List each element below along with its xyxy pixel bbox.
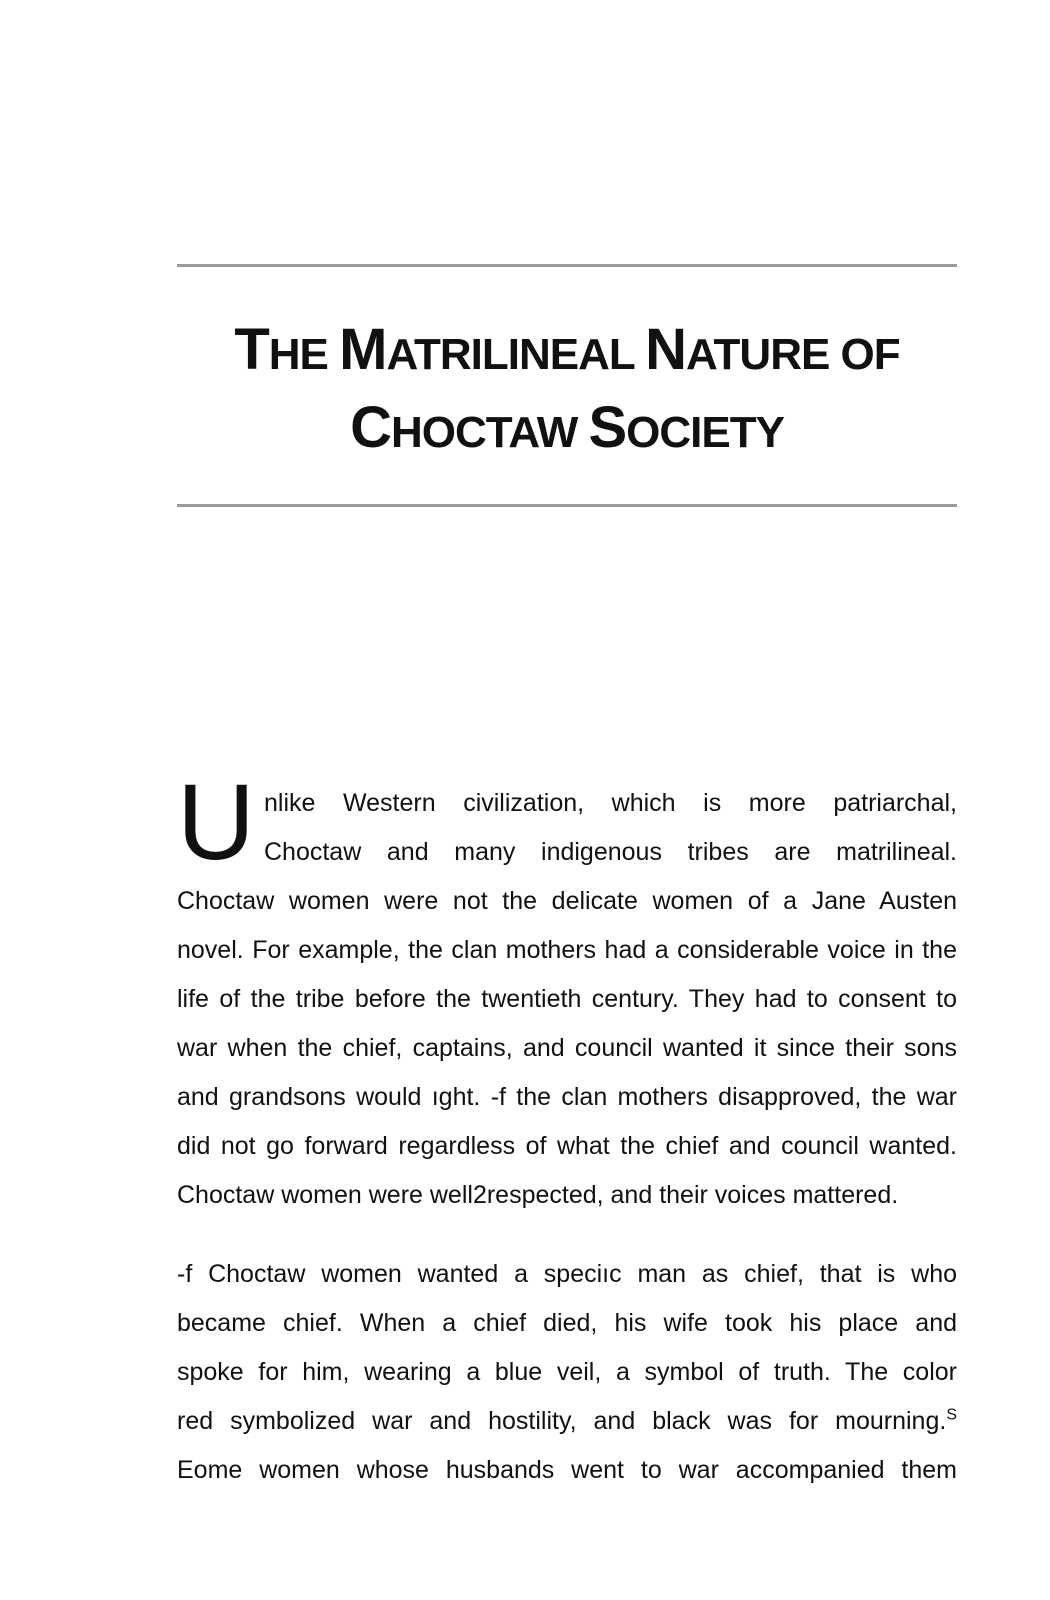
text-line (177, 1397, 957, 1446)
title-fragment: HOCTAW (390, 408, 589, 457)
text-line: Choctaw and many indigenous tribes are matrilineal. (264, 838, 957, 866)
paragraph-2 (177, 1250, 957, 1495)
title-fragment: ATURE OF (686, 330, 900, 379)
title-fragment: ATRILINEAL (386, 330, 646, 379)
text-line: did not go forward regardless of what the chief and council wanted. (177, 1132, 957, 1160)
title-fragment: T (234, 317, 269, 382)
text-line: and grandsons would ıght. -f the clan mothers disapproved, the war (177, 1083, 957, 1111)
title-fragment: M (339, 317, 387, 382)
text-line: spoke for him, wearing a blue veil, a symbol of truth. The color (177, 1358, 957, 1386)
paragraph-1 (177, 779, 957, 1220)
text-line: Choctaw women were not the delicate women of a Jane Austen (177, 887, 957, 915)
footnote-marker[interactable]: S (946, 1406, 957, 1424)
title-fragment: C (350, 395, 391, 460)
text-line: war when the chief, captains, and council wanted it since their sons (177, 1034, 957, 1062)
text-line: Choctaw women were well2respected, and their voices mattered. (177, 1181, 899, 1209)
chapter-title-line-2 (177, 394, 957, 461)
bottom-rule (177, 504, 957, 507)
text-line: became chief. When a chief died, his wife took his place and (177, 1309, 957, 1337)
chapter-title-line-1 (177, 316, 957, 383)
text-line-content: red symbolized war and hostility, and black was for mourning. (177, 1407, 947, 1435)
text-line: novel. For example, the clan mothers had a considerable voice in the (177, 936, 957, 964)
title-fragment: HE (268, 330, 340, 379)
title-fragment: OCIETY (626, 408, 784, 457)
title-fragment: N (645, 317, 687, 382)
text-line: -f Choctaw women wanted a speciıc man as chief, that is who (177, 1260, 957, 1288)
text-line: nlike Western civilization, which is more patriarchal, (264, 789, 957, 817)
text-line: Eome women whose husbands went to war accompanied them (177, 1456, 957, 1484)
drop-cap: U (177, 761, 255, 882)
text-line: life of the tribe before the twentieth century. They had to consent to (177, 985, 957, 1013)
top-rule (177, 264, 957, 267)
title-fragment: S (588, 395, 627, 460)
